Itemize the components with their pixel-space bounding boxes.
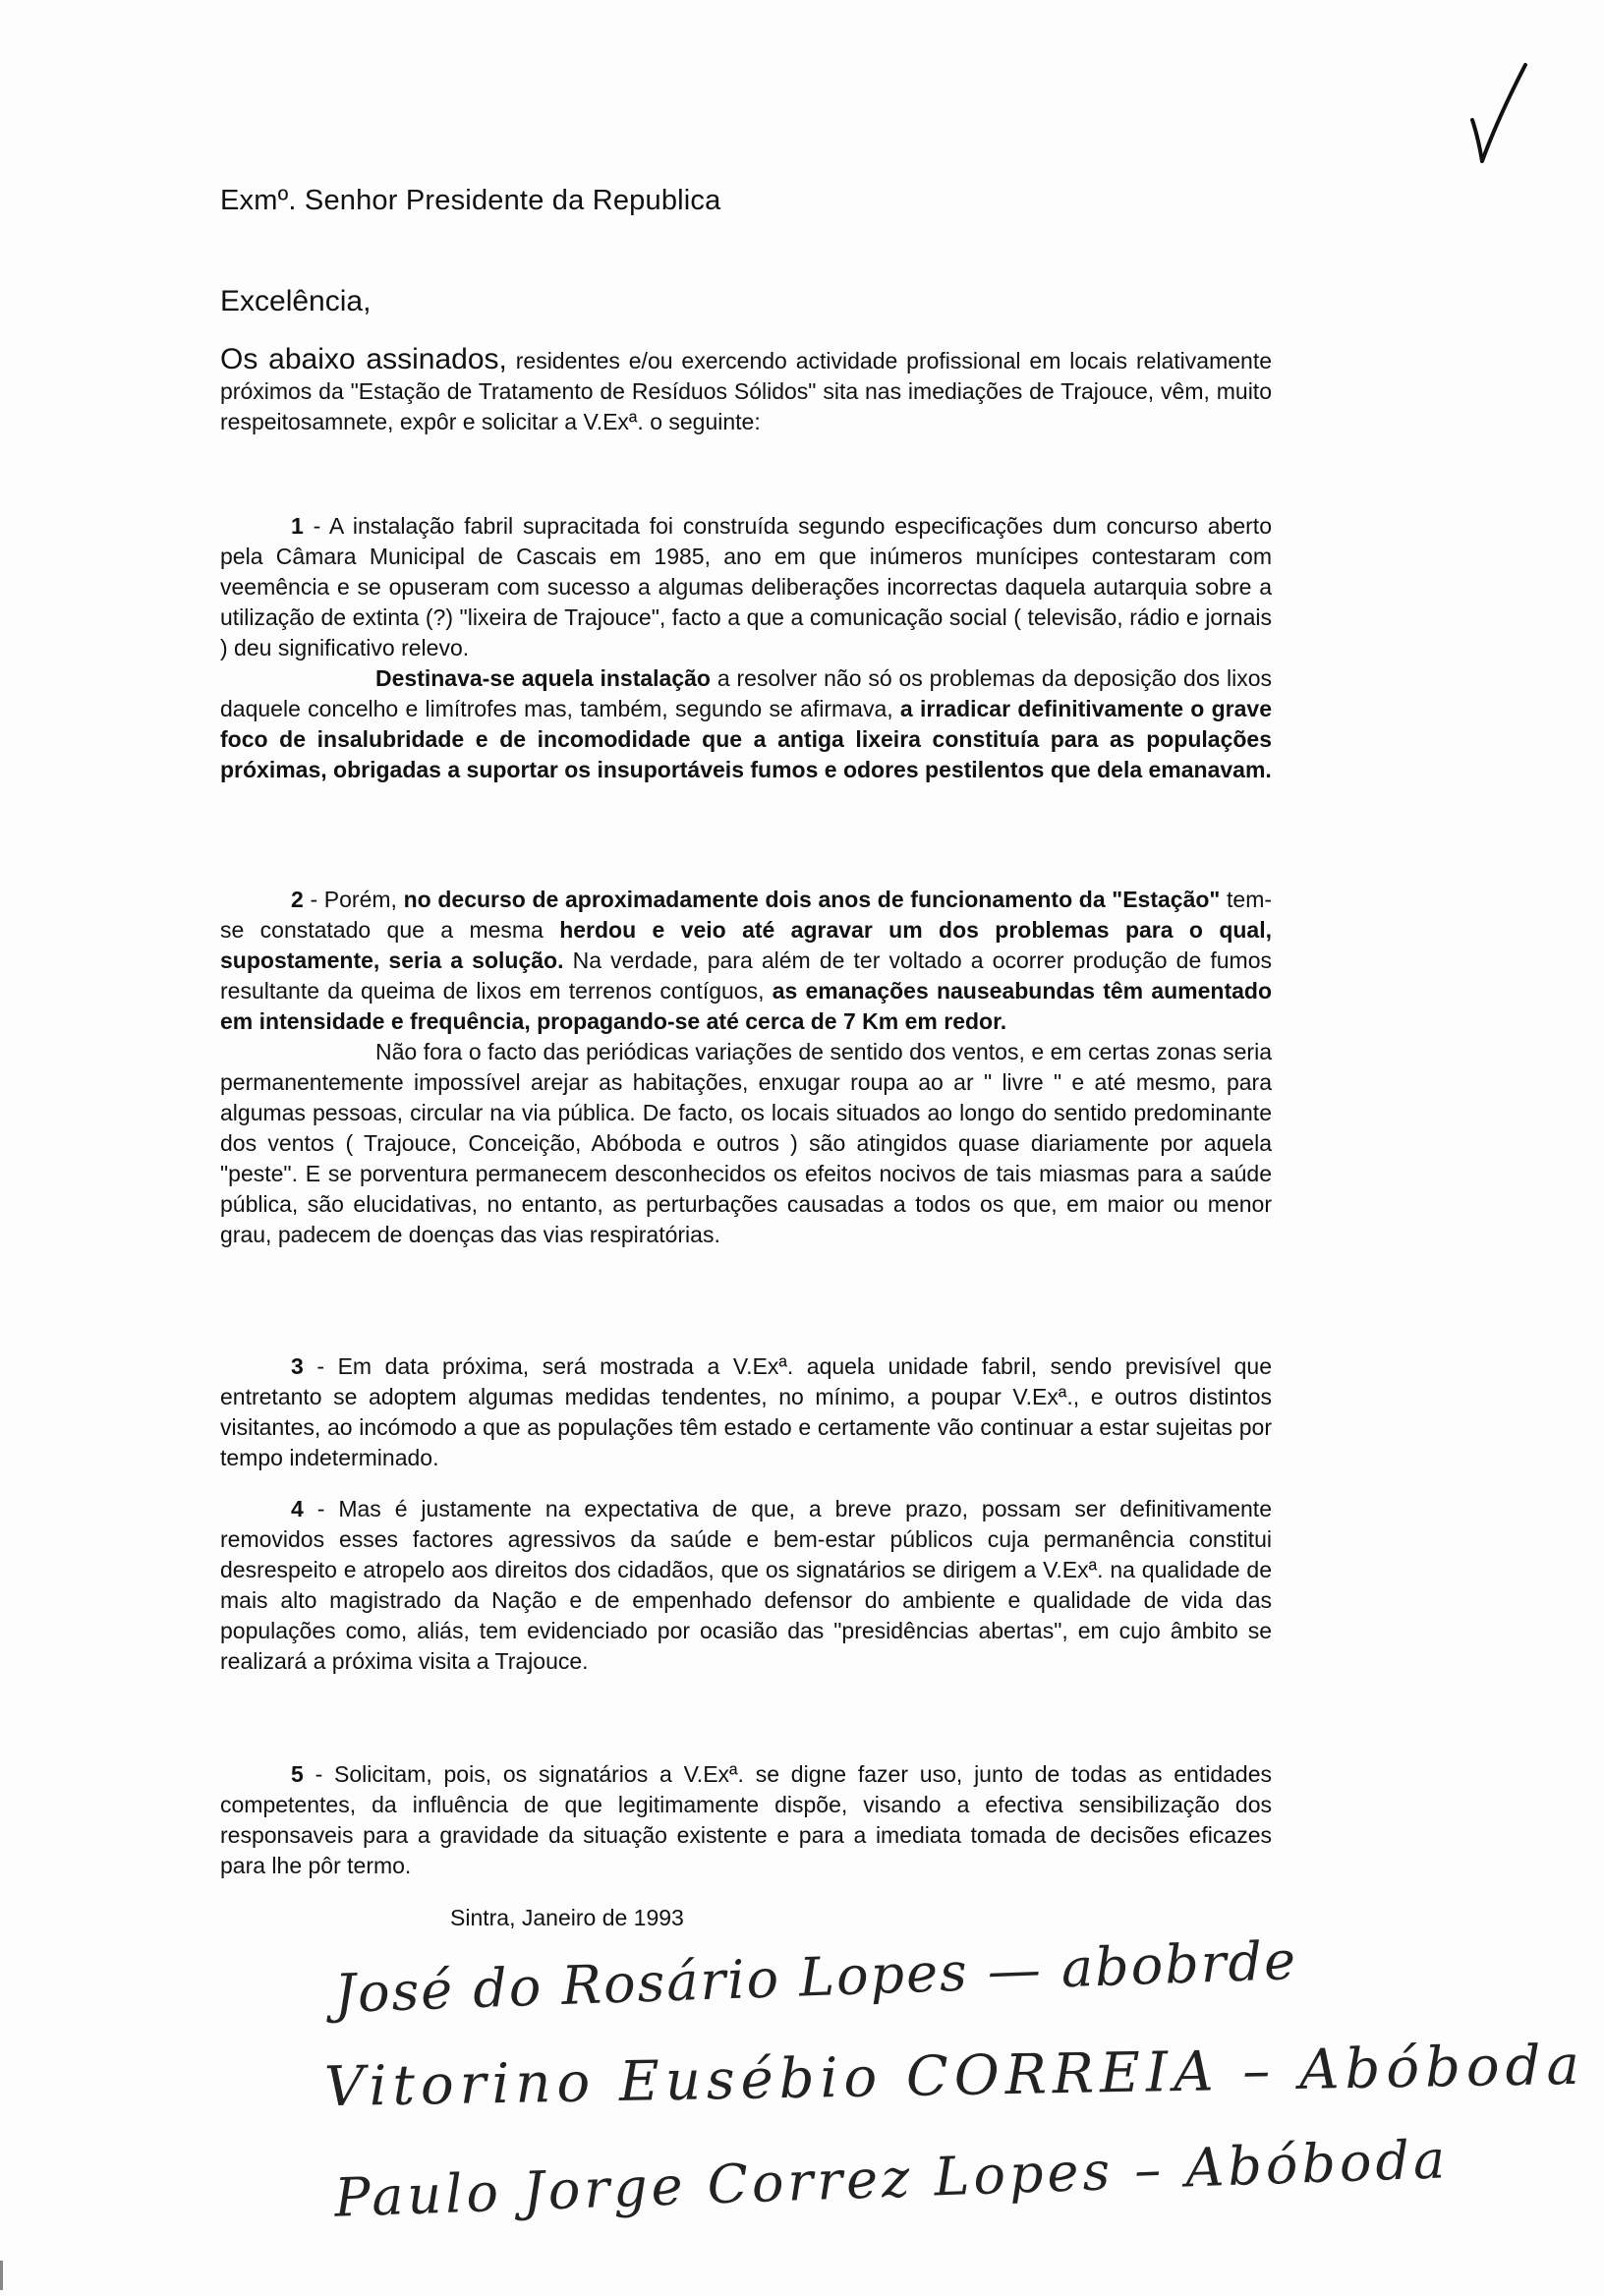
intro-text: residentes e/ou exercendo actividade profissional em locais relativamente próximos da "Estação de Tratamento de Resíduos Sólidos" sita nas imediações de Trajouce, vêm, muito respeitosamnete, expôr e solicitar a V.Exª. o seguinte: (220, 348, 1273, 434)
paragraph-5-text: - Solicitam, pois, os signatários a V.Exª. se digne fazer uso, junto de todas as entidades competentes, da influência de que legitimamente dispõe, visando a efectiva sensibilização dos responsaveis para a gravidade da situação existente e para a imediata tomada de decisões eficazes para lhe pôr termo. (220, 1761, 1272, 1878)
paragraph-2-number: 2 (291, 887, 304, 912)
signature-3: Paulo Jorge Correz Lopes – Abóboda (333, 2128, 1451, 2229)
paragraph-1-number: 1 (291, 513, 304, 539)
signatures-block (323, 1926, 1586, 2251)
paragraph-2-bold-b: herdou e veio até agravar um dos problemas para o qual, supostamente, seria a solução. (220, 917, 1272, 973)
paragraph-3-text: - Em data próxima, será mostrada a V.Exª. aquela unidade fabril, sendo previsível que entretanto se adoptem algumas medidas tendentes, no mínimo, a poupar V.Exª., e outros distintos visitantes, ao incómodo a que as populações têm estado e certamente vão continuar a estar sujeitas por tempo indeterminado. (220, 1353, 1272, 1470)
intro-paragraph (220, 344, 1272, 437)
greeting: Excelência, (220, 285, 372, 317)
paragraph-1-bold-a: Destinava-se aquela instalação (375, 665, 711, 691)
signature-1: José do Rosário Lopes — abobrde (333, 1928, 1298, 2026)
paragraph-1-text-b: a resolver não só os problemas da deposição dos lixos daquele concelho e limítrofes mas, também, segundo se afirmava, (220, 665, 1272, 721)
paragraph-5-number: 5 (291, 1761, 304, 1787)
paragraph-2-bold-a: no decurso de aproximadamente dois anos de funcionamento da "Estação" (403, 887, 1221, 912)
paragraph-3-number: 3 (291, 1353, 304, 1379)
paragraph-2-text-b: tem-se constatado que a mesma (220, 887, 1273, 943)
paragraph-4-number: 4 (291, 1496, 304, 1521)
paragraph-1-text-a: - A instalação fabril supracitada foi construída segundo especificações dum concurso aberto pela Câmara Municipal de Cascais em 1985, ano em que inúmeros munícipes contestaram com veemência e se opuseram com sucesso a algumas deliberações incorrectas daquela autarquia sobre a utilização de extinta (?) "lixeira de Trajouce", facto a que a comunicação social ( televisão, rádio e jornais ) deu significativo relevo. (220, 513, 1272, 660)
paragraph-1 (220, 511, 1272, 785)
intro-lead: Os abaixo assinados, (220, 343, 507, 375)
paragraph-3 (220, 1351, 1272, 1473)
paragraph-2-text-c: Na verdade, para além de ter voltado a ocorrer produção de fumos resultante da queima de lixos em terrenos contíguos, (220, 947, 1272, 1004)
paragraph-4-text: - Mas é justamente na expectativa de que, a breve prazo, possam ser definitivamente removidos esses factores agressivos da saúde e bem-estar públicos cuja permanência constitui desrespeito e atropelo aos direitos dos cidadãos, que os signatários se dirigem a V.Exª. na qualidade de mais alto magistrado da Nação e de empenhado defensor do ambiente e qualidade de vida das populações como, aliás, tem evidenciado por ocasião das "presidências abertas", em cujo âmbito se realizará a próxima visita a Trajouce. (220, 1496, 1272, 1674)
paragraph-2-text-a: - Porém, (303, 887, 404, 912)
salutation: Exmº. Senhor Presidente da Republica (220, 185, 721, 216)
place-date: Sintra, Janeiro de 1993 (450, 1905, 684, 1930)
paragraph-1-bold-b: a irradicar definitivamente o grave foco de insalubridade e de incomodidade que a antiga lixeira constituía para as populações próximas, obrigadas a suportar os insuportáveis fumos e odores pestilentos que dela emanavam. (220, 696, 1272, 782)
checkmark-icon (1464, 59, 1533, 167)
paragraph-2 (220, 885, 1272, 1250)
signature-2: Vitorino Eusébio CORREIA – Abóboda (323, 2033, 1586, 2120)
paragraph-2-bold-c: as emanações nauseabundas têm aumentado em intensidade e frequência, propagando-se até cerca de 7 Km em redor. (220, 978, 1272, 1034)
scan-margin-mark (0, 2261, 3, 2290)
paragraph-2-text-d: Não fora o facto das periódicas variações de sentido dos ventos, e em certas zonas seria permanentemente impossível arejar as habitações, enxugar roupa ao ar " livre " e até mesmo, para algumas pessoas, circular na via pública. De facto, os locais situados ao longo do sentido predominante dos ventos ( Trajouce, Conceição, Abóboda e outros ) são atingidos quase diariamente por aquela "peste". E se porventura permanecem desconhecidos os efeitos nocivos de tais miasmas para a saúde pública, são elucidativas, no entanto, as perturbações causadas a todos os que, em maior ou menor grau, padecem de doenças das vias respiratórias. (220, 1039, 1272, 1247)
paragraph-4 (220, 1494, 1272, 1677)
paragraph-5 (220, 1759, 1272, 1881)
